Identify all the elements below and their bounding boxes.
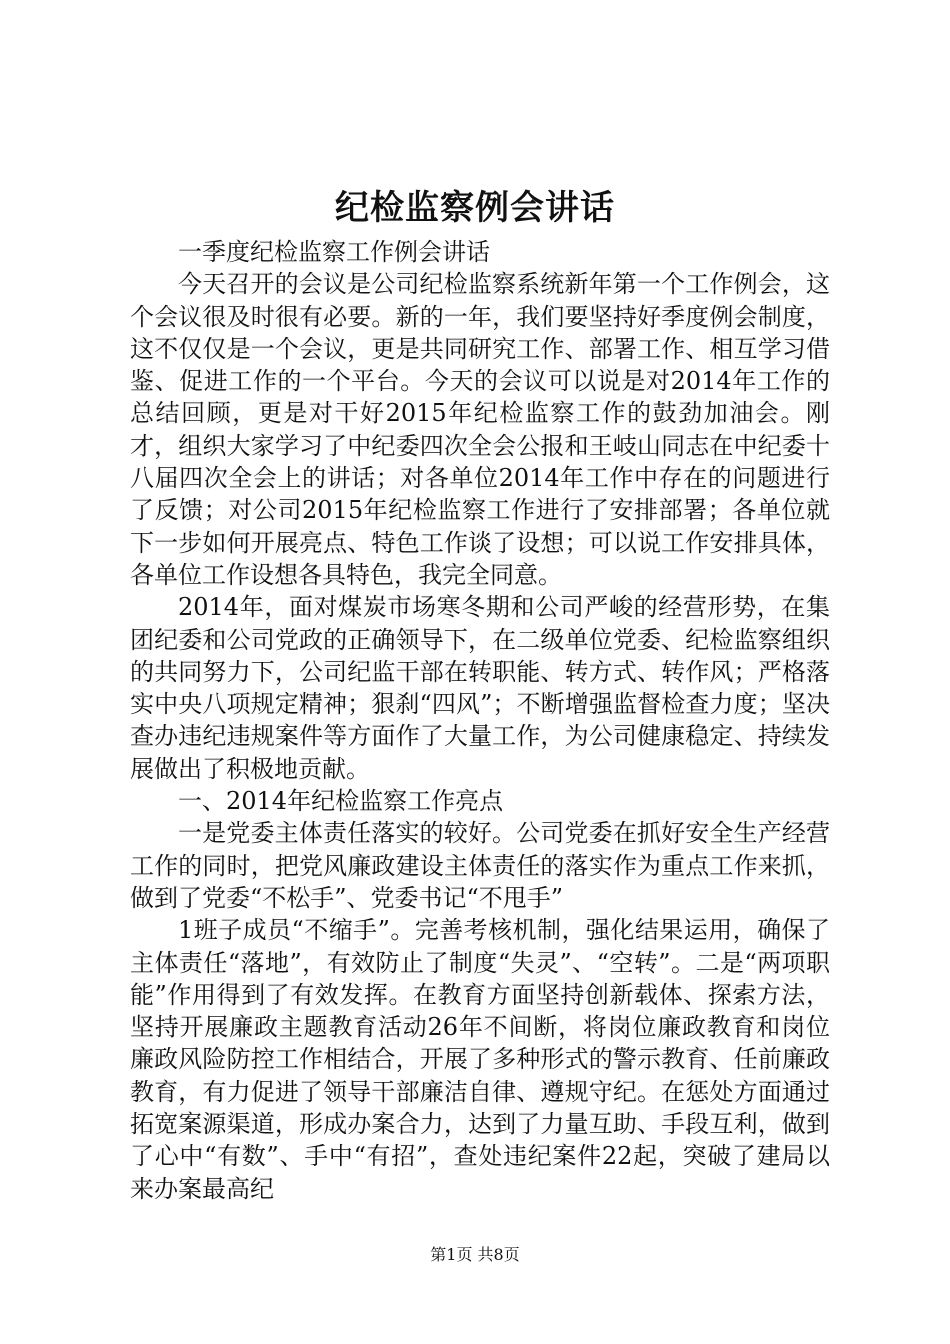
- document-title: 纪检监察例会讲话: [335, 188, 615, 228]
- body-paragraph: 今天召开的会议是公司纪检监察系统新年第一个工作例会，这个会议很及时很有必要。新的一年，我们要坚持好季度例会制度，这不仅仅是一个会议，更是共同研究工作、部署工作、相互学习借鉴、促进工作的一个平台。今天的会议可以说是对2014年工作的总结回顾，更是对干好2015年纪检监察工作的鼓劲加油会。刚才，组织大家学习了中纪委四次全会公报和王岐山同志在中纪委十八届四次全会上的讲话；对各单位2014年工作中存在的问题进行了反馈；对公司2015年纪检监察工作进行了安排部署；各单位就下一步如何开展亮点、特色工作谈了设想；可以说工作安排具体，各单位工作设想各具特色，我完全同意。: [130, 270, 830, 589]
- document-body: [130, 236, 830, 1205]
- page-number-footer: 第1页 共8页: [430, 1245, 520, 1264]
- body-paragraph: 1班子成员“不缩手”。完善考核机制，强化结果运用，确保了主体责任“落地”，有效防止了制度“失灵”、“空转”。二是“两项职能”作用得到了有效发挥。在教育方面坚持创新载体、探索方法，坚持开展廉政主题教育活动26年不间断，将岗位廉政教育和岗位廉政风险防控工作相结合，开展了多种形式的警示教育、任前廉政教育，有力促进了领导干部廉洁自律、遵规守纪。在惩处方面通过拓宽案源渠道，形成办案合力，达到了力量互助、手段互利，做到了心中“有数”、手中“有招”，查处违纪案件22起，突破了建局以来办案最高纪: [130, 916, 830, 1203]
- section-subtitle: 一季度纪检监察工作例会讲话: [178, 238, 490, 266]
- section-heading: 一、2014年纪检监察工作亮点: [178, 787, 504, 816]
- body-paragraph: 一是党委主体责任落实的较好。公司党委在抓好安全生产经营工作的同时，把党风廉政建设主体责任的落实作为重点工作来抓，做到了党委“不松手”、党委书记“不甩手”: [130, 819, 830, 912]
- body-paragraph: 2014年，面对煤炭市场寒冬期和公司严峻的经营形势，在集团纪委和公司党政的正确领导下，在二级单位党委、纪检监察组织的共同努力下，公司纪监干部在转职能、转方式、转作风；严格落实中央八项规定精神；狠刹“四风”；不断增强监督检查力度；坚决查办违纪违规案件等方面作了大量工作，为公司健康稳定、持续发展做出了积极地贡献。: [130, 593, 830, 783]
